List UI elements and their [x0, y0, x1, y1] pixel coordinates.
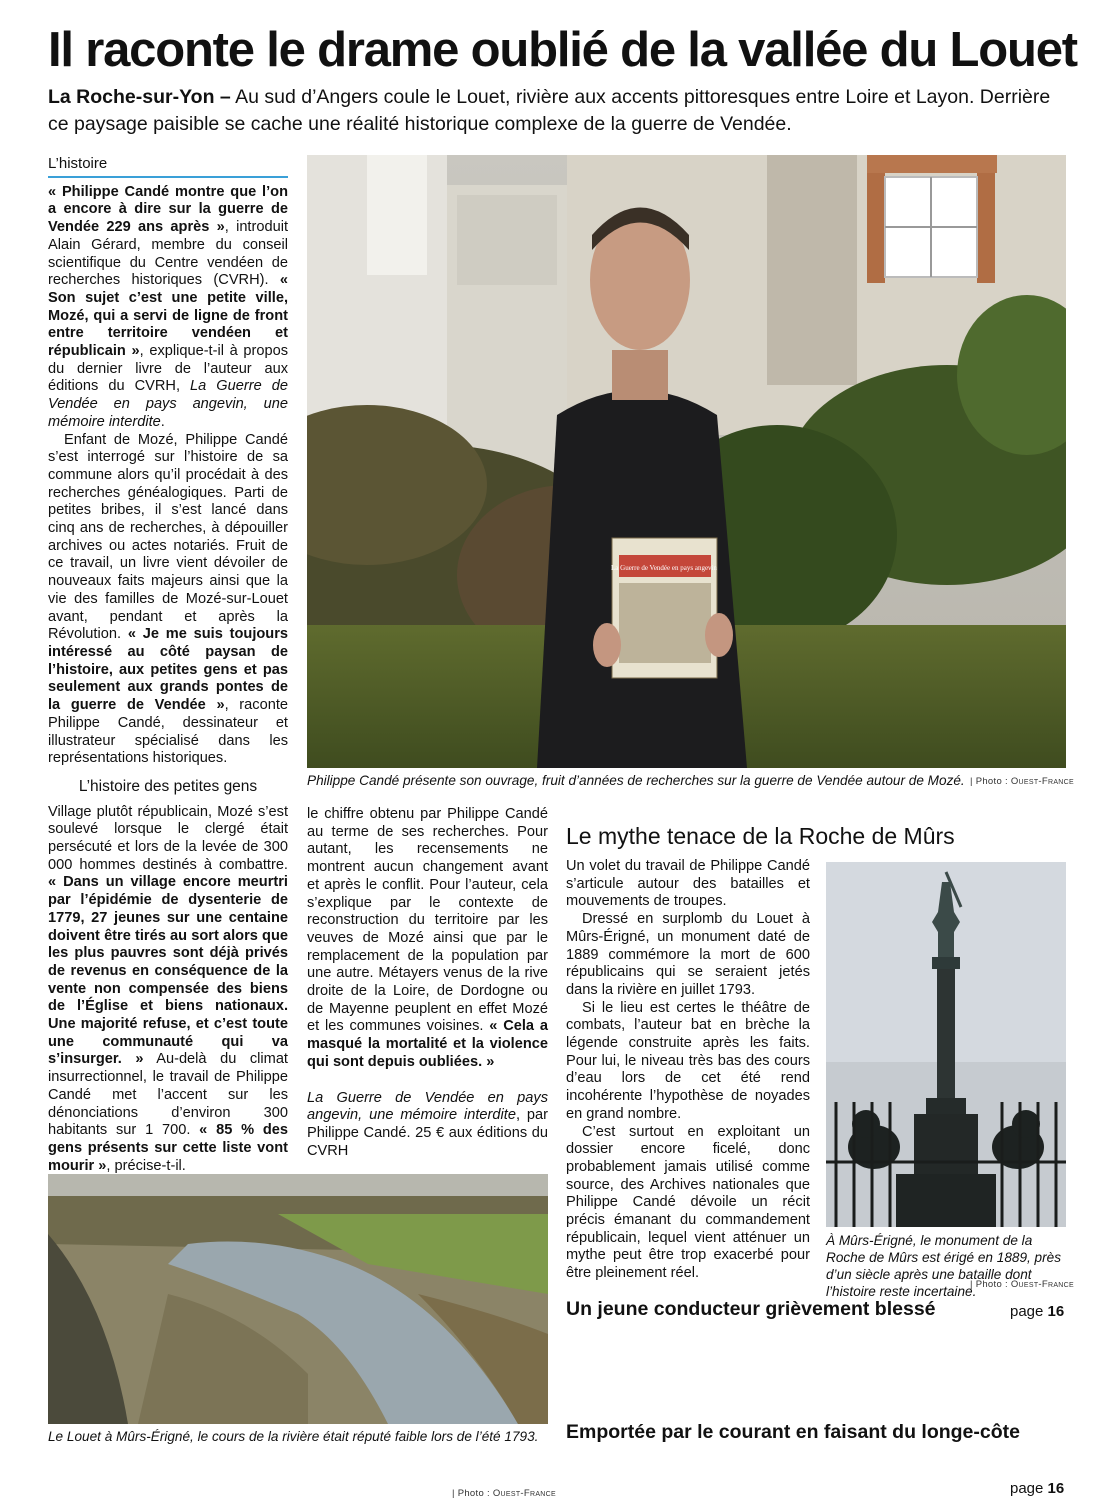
photo-caption-main: Philippe Candé présente son ouvrage, fruit d’années de recherches sur la guerre de Vendée autour de Mozé.: [307, 773, 965, 788]
paragraph: C’est surtout en exploitant un dossier encore ficelé, donc probablement jamais utilisé comme source, des Archives nationales que Philippe Candé dévoile un récit précis émanant du commandement républicain, lequel vient atténuer un mythe peut être trop exacerbé pour être pleinement réel.: [566, 1123, 810, 1282]
photo-monument: [826, 862, 1066, 1227]
sidebar-headline: Le mythe tenace de la Roche de Mûrs: [566, 823, 955, 849]
sidebar-article: [566, 858, 810, 1283]
lede-text: Au sud d’Angers coule le Louet, rivière aux accents pittoresques entre Loire et Layon. Derrière ce paysage paisible se cache une réalité historique complexe de la guerre de Vendée.: [48, 86, 1051, 135]
paragraph: Dressé en surplomb du Louet à Mûrs-Érigné, un monument daté de 1889 commémore la mort de 600 républicains qui se seraient jetés dans la rivière en juillet 1793.: [566, 911, 810, 998]
section-label: L’histoire: [48, 155, 288, 178]
lede: [48, 84, 1058, 138]
article-column-1: [48, 155, 288, 1246]
monument-photo-image: [826, 862, 1066, 1227]
author-photo-image: [307, 155, 1066, 768]
paragraph: « Philippe Candé montre que l’on a encore à dire sur la guerre de Vendée 229 ans après », introduit Alain Gérard, membre du conseil scientifique du Centre vendéen de recherches historiques (CVRH). « Son sujet c’est une petite ville, Mozé, qui a servi de ligne de front entre territoire vendéen et républicain », explique-t-il à propos du dernier livre de l’auteur aux éditions du CVRH, La Guerre de Vendée en pays angevin, une mémoire interdite.: [48, 183, 288, 430]
article-column-2: [307, 806, 548, 1160]
photo-credit: | Photo : Ouest-France: [970, 776, 1074, 787]
photo-caption-river: Le Louet à Mûrs-Érigné, le cours de la rivière était réputé faible lors de l’été 1793.: [48, 1429, 539, 1444]
photo-author-with-book: [307, 155, 1066, 768]
paragraph: Si le lieu est certes le théâtre de combats, l’auteur bat en brèche la légende construite après les faits. Pour lui, le niveau très bas des cours d’eau lors de cet été rend incohérente l’hypothèse de noyades en grand nombre.: [566, 999, 810, 1122]
paragraph: Enfant de Mozé, Philippe Candé s’est interrogé sur l’histoire de sa commune alors qu’il procédait à des recherches généalogiques. Parti de petites bribes, il s’est lancé dans cinq ans de recherches, à dépouiller archives ou actes notariés. Fruit de ce travail, un livre vient dévoiler de nouveaux faits majeurs ainsi que la vie des familles de Mozé-sur-Louet avant, pendant et après la Révolution. « Je me suis toujours intéressé au côté paysan de l’histoire, aux petites gens et pas seulement aux grands pontes de la guerre de Vendée », raconte Philippe Candé, dessinateur et illustrateur spécialisé dans les représentations historiques.: [48, 431, 288, 767]
photo-credit: | Photo : Ouest-France: [970, 1279, 1074, 1290]
photo-credit: | Photo : Ouest-France: [452, 1488, 556, 1499]
paragraph: le chiffre obtenu par Philippe Candé au terme de ses recherches. Pour autant, les recensements ne montrent aucun changement avant et après le conflit. Pour l’auteur, cela s’explique par le contexte de reconstruction du territoire par les veuves de Mozé ainsi que par le remplacement de la population par une autre. Métayers venus de la rive droite de la Loire, de Dordogne ou de Mayenne peuplent en effet Mozé et les communes voisines. « Cela a masqué la mortalité et la violence qui sont depuis oubliées. »: [307, 806, 548, 1070]
paragraph: Village plutôt républicain, Mozé s’est soulevé lorsque le clergé était persécuté et lors de la levée de 300 000 hommes destinés à combattre. « Dans un village encore meurtri par l’épidémie de dysenterie de 1779, 27 jeunes sur une centaine doivent être tirés au sort alors que les plus pauvres sont déjà privés de revenus en conséquence de la vente non compensée des biens de l’Église et biens nationaux. Une majorité refuse, et c’est toute une communauté qui va s’insurger. » Au-delà du climat insurrectionnel, le travail de Philippe Candé met l’accent sur les dénonciations d’environ 300 habitants sur 1 700. « 85 % des gens présents sur cette liste vont mourir », précise-t-il.: [48, 803, 288, 1174]
river-photo-image: [48, 1174, 548, 1424]
photo-river: [48, 1174, 548, 1424]
dateline: La Roche-sur-Yon –: [48, 86, 231, 108]
book-cover-title: La Guerre de Vendée en pays angevin: [611, 564, 717, 572]
photo-caption-monument: À Mûrs-Érigné, le monument de la Roche de Mûrs est érigé en 1889, près d’un siècle après une bataille dont l’histoire reste incertaine.: [826, 1233, 1062, 1299]
headline: Il raconte le drame oublié de la vallée du Louet: [48, 23, 1077, 77]
teaser-headline[interactable]: Un jeune conducteur grièvement blessé: [566, 1298, 936, 1320]
subheading: L’histoire des petites gens: [78, 777, 258, 795]
teaser-page-ref[interactable]: page 16: [1010, 1480, 1065, 1497]
teaser-page-ref[interactable]: page 16: [1010, 1303, 1065, 1320]
book-info: La Guerre de Vendée en pays angevin, une mémoire interdite, par Philippe Candé. 25 € aux éditions du CVRH: [307, 1089, 549, 1159]
paragraph: Un volet du travail de Philippe Candé s’articule autour des batailles et mouvements de troupes.: [566, 858, 810, 910]
teaser-headline[interactable]: Emportée par le courant en faisant du longe-côte: [566, 1421, 1020, 1443]
